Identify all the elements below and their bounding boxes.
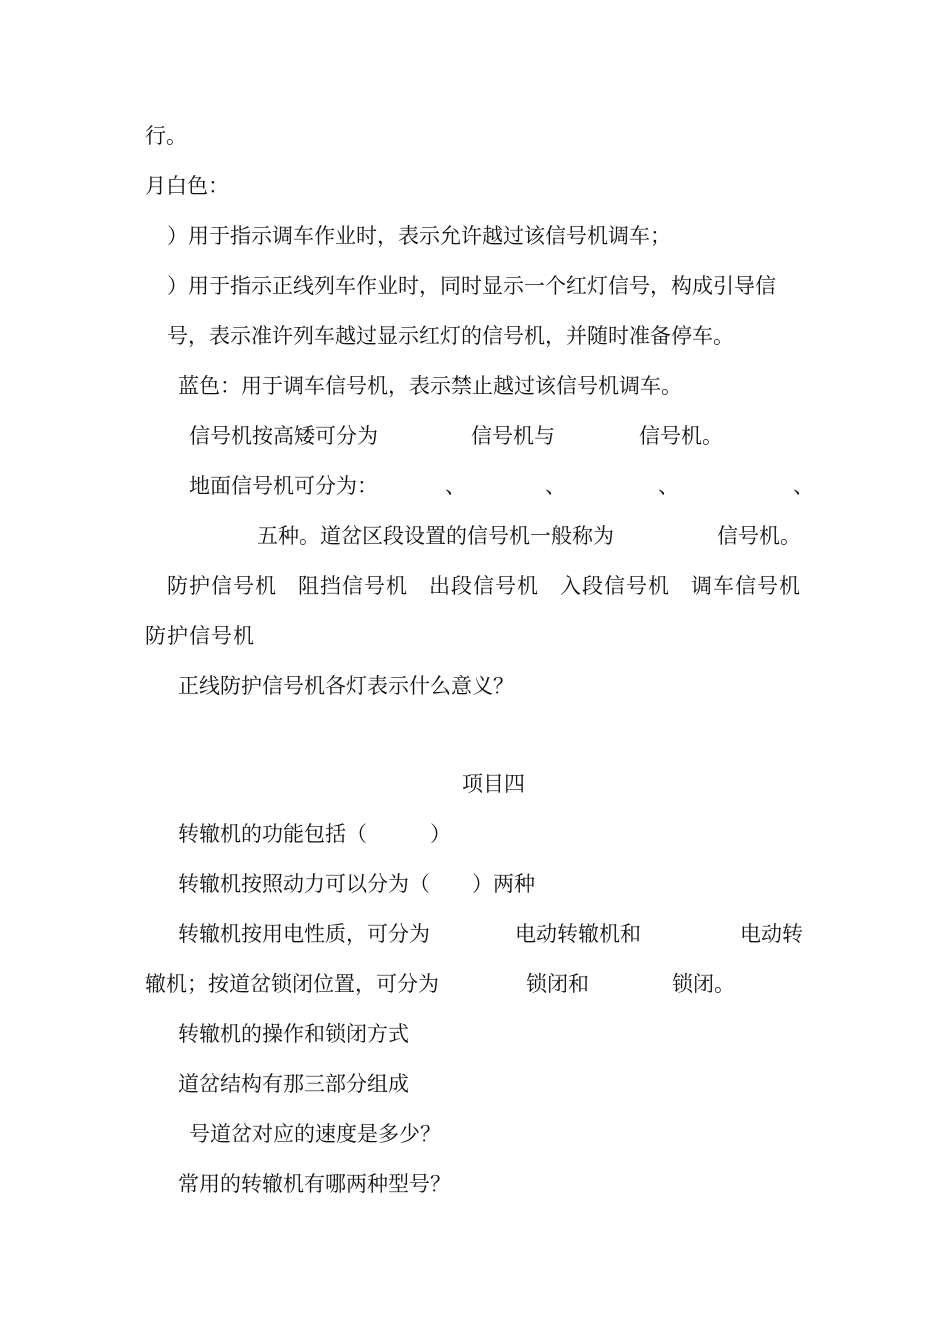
text-fragment: 五种。道岔区段设置的信号机一般称为 xyxy=(257,524,614,548)
text-line: 转辙机按照动力可以分为（ ）两种 xyxy=(178,872,535,896)
text-line: 防护信号机 xyxy=(145,624,255,648)
text-line: ）用于指示正线列车作业时，同时显示一个红灯信号，构成引导信 xyxy=(167,274,776,298)
text-fragment: 信号机。 xyxy=(717,524,801,548)
text-fragment: 、 xyxy=(658,474,679,498)
text-fragment: 信号机与 xyxy=(471,424,555,448)
text-line: 行。 xyxy=(145,124,187,148)
text-fragment: 转辙机按用电性质，可分为 xyxy=(178,922,430,946)
text-line: 月白色： xyxy=(145,174,229,198)
text-line: 道岔结构有那三部分组成 xyxy=(178,1072,409,1096)
text-fragment: 阻挡信号机 xyxy=(298,574,408,598)
text-line: 号道岔对应的速度是多少？ xyxy=(189,1122,441,1146)
text-line: ）用于指示调车作业时，表示允许越过该信号机调车； xyxy=(167,224,671,248)
text-fragment: 锁闭。 xyxy=(672,972,735,996)
text-fragment: 地面信号机可分为： xyxy=(189,474,378,498)
text-fragment: 出段信号机 xyxy=(429,574,539,598)
text-fragment: 电动转辙机和 xyxy=(515,922,641,946)
text-fragment: 调车信号机 xyxy=(691,574,801,598)
text-fragment: 信号机按高矮可分为 xyxy=(189,424,378,448)
text-line: 正线防护信号机各灯表示什么意义？ xyxy=(178,674,514,698)
text-fragment: 防护信号机 xyxy=(167,574,277,598)
text-fragment: 入段信号机 xyxy=(560,574,670,598)
text-fragment: 、 xyxy=(445,474,466,498)
text-fragment: 信号机。 xyxy=(639,424,723,448)
section-heading: 项目四 xyxy=(462,772,525,796)
text-fragment: 、 xyxy=(793,474,814,498)
text-line: 号，表示准许列车越过显示红灯的信号机，并随时准备停车。 xyxy=(167,324,734,348)
text-line: 转辙机的功能包括（ ） xyxy=(178,822,451,846)
text-line: 常用的转辙机有哪两种型号？ xyxy=(178,1172,451,1196)
text-line: 转辙机的操作和锁闭方式 xyxy=(178,1022,409,1046)
text-fragment: 锁闭和 xyxy=(526,972,589,996)
text-line: 蓝色：用于调车信号机，表示禁止越过该信号机调车。 xyxy=(178,374,682,398)
text-fragment: 电动转 xyxy=(740,922,803,946)
text-fragment: 辙机；按道岔锁闭位置，可分为 xyxy=(145,972,439,996)
text-fragment: 、 xyxy=(545,474,566,498)
